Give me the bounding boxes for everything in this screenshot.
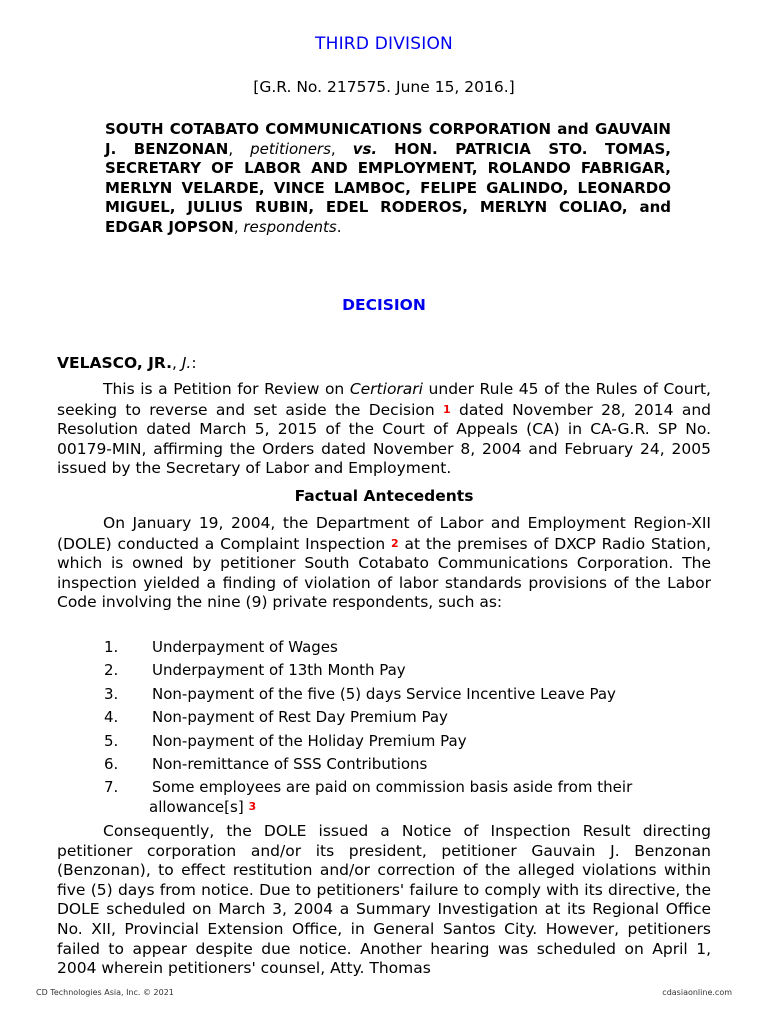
list-text: Non-payment of the five (5) days Service Incentive Leave Pay — [152, 684, 616, 703]
list-number: 4. — [104, 708, 119, 727]
list-number: 3. — [104, 684, 119, 703]
list-text-continuation — [149, 797, 704, 817]
list-item — [104, 661, 704, 680]
para2-text-a: On January 19, 2004, the Department of Labor and Employment Region-XII (DOLE) conducted a Complaint Inspection — [57, 514, 711, 553]
list-text-cont: allowance[s] — [149, 798, 244, 817]
para1-italic: Certiorari — [349, 380, 423, 398]
case-parties: SOUTH COTABATO COMMUNICATIONS CORPORATION and GAUVAIN J. BENZONAN, petitioners, vs. HON. PATRICIA STO. TOMAS, SECRETARY OF LABOR AND EMPLOYMENT, ROLANDO FABRIGAR, MERLYN VELARDE, VINCE LAMBOC, FELIPE GALINDO, LEONARDO MIGUEL, JULIUS RUBIN, EDEL RODEROS, MERLYN COLIAO, and EDGAR JOPSON, respondents. — [105, 120, 671, 236]
list-text: Non-remittance of SSS Contributions — [152, 754, 428, 773]
footnote-ref-3[interactable]: 3 — [248, 800, 257, 814]
list-text: Some employees are paid on commission basis aside from their — [152, 778, 633, 797]
respondents-label: respondents — [243, 217, 337, 236]
list-number: 1. — [104, 638, 119, 656]
paragraph-2 — [57, 514, 711, 613]
list-item — [104, 685, 704, 704]
versus-label: vs. — [352, 139, 378, 158]
para1-text-c: dated November 28, 2014 and Resolution dated March 5, 2015 of the Court of Appeals (CA) in CA-G.R. SP No. 00179-MIN, affirming the Orders dated November 8, 2004 and February 24, 2005 issued by the Secretary of Labor and Employment. — [57, 400, 711, 478]
petitioners-label: petitioners — [250, 139, 331, 158]
list-text: Underpayment of Wages — [152, 638, 338, 656]
list-item — [104, 708, 704, 727]
violations-list — [104, 638, 704, 822]
list-item — [104, 638, 704, 657]
list-number: 7. — [104, 778, 119, 797]
list-item — [104, 755, 704, 774]
ponente: VELASCO, JR., J.: — [57, 354, 197, 372]
paragraph-3: Consequently, the DOLE issued a Notice of Inspection Result directing petitioner corporation and/or its president, petitioner Gauvain J. Benzonan (Benzonan), to effect restitution and/or correction of the alleged violations within five (5) days from notice. Due to petitioners' failure to comply with its directive, the DOLE scheduled on March 3, 2004 a Summary Investigation at its Regional Office No. XII, Provincial Extension Office, in General Santos City. However, petitioners failed to appear despite due notice. Another hearing was scheduled on April 1, 2004 wherein petitioners' counsel, Atty. Thomas — [57, 822, 711, 978]
petitioners-names: SOUTH COTABATO COMMUNICATIONS CORPORATION and GAUVAIN J. BENZONAN — [105, 120, 671, 158]
case-number: [G.R. No. 217575. June 15, 2016.] — [253, 78, 515, 96]
list-text: Underpayment of 13th Month Pay — [152, 661, 406, 680]
ponente-suffix: J. — [181, 354, 192, 372]
list-number: 6. — [104, 754, 119, 773]
list-item — [104, 778, 704, 817]
footnote-ref-2[interactable]: 2 — [391, 536, 399, 550]
footnote-ref-1[interactable]: 1 — [443, 402, 451, 416]
footer-copyright: CD Technologies Asia, Inc. © 2021 — [36, 988, 174, 997]
para2-text-b: at the premises of DXCP Radio Station, which is owned by petitioner South Cotabato Communications Corporation. The inspection yielded a finding of violation of labor standards provisions of the Labor Code involving the nine (9) private respondents, such as: — [57, 534, 712, 612]
list-number: 5. — [104, 731, 119, 750]
ponente-name: VELASCO, JR. — [57, 354, 172, 372]
para1-text-b: under Rule 45 of the Rules of Court, seeking to reverse and set aside the Decision — [57, 380, 711, 419]
list-text: Non-payment of the Holiday Premium Pay — [152, 731, 467, 750]
footer-site[interactable]: cdasiaonline.com — [662, 988, 732, 997]
para1-text-a: This is a Petition for Review on — [103, 380, 350, 398]
list-item — [104, 732, 704, 751]
respondents-names: HON. PATRICIA STO. TOMAS, SECRETARY OF LABOR AND EMPLOYMENT, ROLANDO FABRIGAR, MERLYN VELARDE, VINCE LAMBOC, FELIPE GALINDO, LEONARDO MIGUEL, JULIUS RUBIN, EDEL RODEROS, MERLYN COLIAO, and EDGAR JOPSON — [105, 139, 671, 236]
section-heading: Factual Antecedents — [294, 487, 474, 505]
division-heading: THIRD DIVISION — [315, 34, 453, 54]
list-number: 2. — [104, 661, 119, 680]
decision-title: DECISION — [342, 296, 426, 314]
paragraph-1 — [57, 380, 711, 479]
list-text: Non-payment of Rest Day Premium Pay — [152, 708, 448, 727]
